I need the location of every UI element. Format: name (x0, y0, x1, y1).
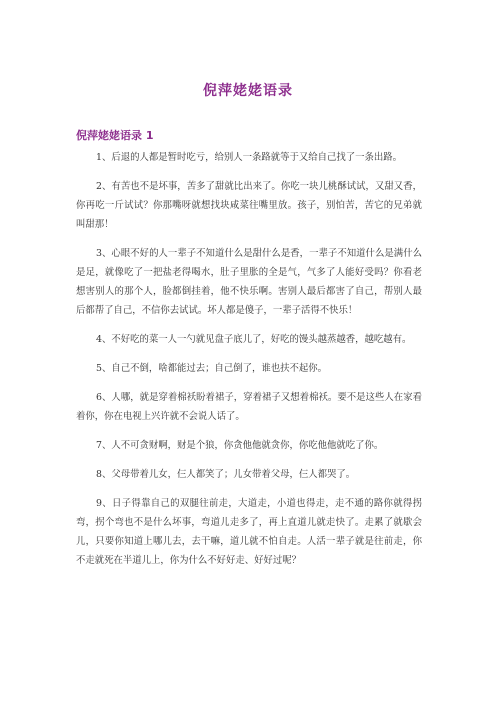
document-body (76, 148, 422, 580)
paragraph-4: 4、不好吃的菜一人一勺就见盘子底儿了，好吃的馒头越蒸越香，越吃越有。 (96, 334, 412, 345)
paragraph-9: 9、日子得靠自己的双腿往前走，大道走，小道也得走，走不通的路你就得拐弯，拐个弯也不是什么坏事，弯道儿走多了，再上直道儿就走快了。走累了就歇会儿，只要你知道上哪儿去，去干嘛，道儿就不怕自走。人活一辈子就是往前走，你不走就死在半道儿上，你为什么不好好走、好好过呢？ (76, 498, 422, 566)
document-title: 倪萍姥姥语录 (203, 83, 293, 99)
paragraph-8: 8、父母带着儿女，仨人都笑了；儿女带着父母，仨人都哭了。 (96, 469, 356, 480)
paragraph-7: 7、人不可贪财啊，财是个狼，你贪他他就贪你，你吃他他就吃了你。 (96, 440, 384, 451)
paragraph-6: 6、人哪，就是穿着棉袄盼着裙子，穿着裙子又想着棉袄。要不是这些人在家看着你，你在电视上兴许就不会说人话了。 (76, 392, 422, 422)
paragraph-2: 2、有苦也不是坏事，苦多了甜就比出来了。你吃一块儿桃酥试试，又甜又香，你再吃一斤试试？你那嘴呀就想找块咸菜往嘴里放。孩子，别怕苦，苦它的兄弟就叫甜那！ (76, 181, 422, 230)
paragraph-5: 5、自己不倒，啥都能过去；自己倒了，谁也扶不起你。 (96, 363, 327, 374)
section-heading: 倪萍姥姥语录 1 (76, 129, 154, 142)
paragraph-1: 1、后退的人都是暂时吃亏，给别人一条路就等于又给自己找了一条出路。 (96, 152, 402, 163)
paragraph-3: 3、心眼不好的人一辈子不知道什么是甜什么是香，一辈子不知道什么是满什么是足，就像吃了一把盐老得喝水，肚子里胀的全是气，气多了人能好受吗？你看老想害别人的那个人，脸都倒挂着，他不快乐啊。害别人最后都害了自己，帮别人最后都帮了自己，不信你去试试。坏人都是傻子，一辈子活得不快乐！ (76, 248, 422, 316)
